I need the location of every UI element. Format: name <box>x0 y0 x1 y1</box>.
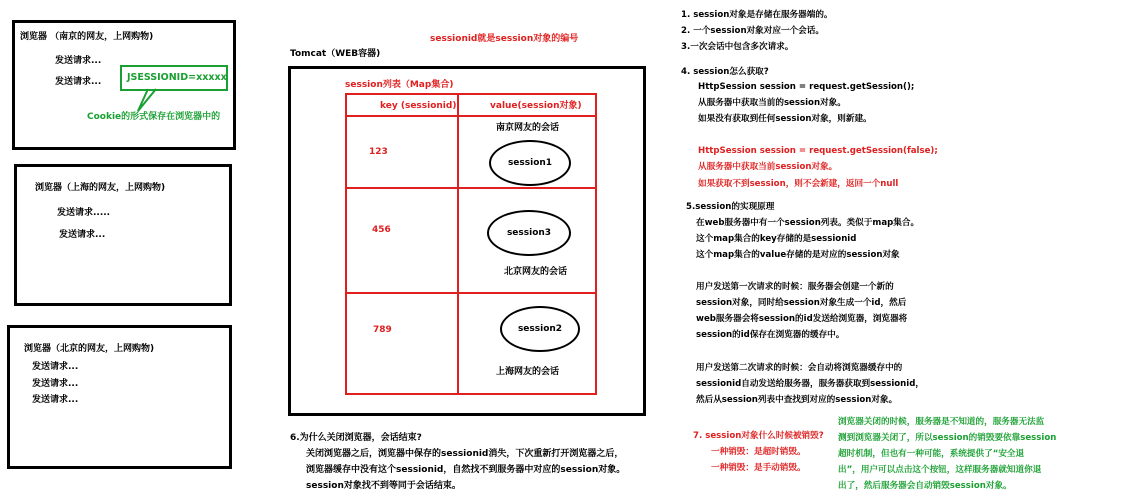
cookie-jsessionid: JSESSIONID=xxxxx <box>127 72 227 83</box>
note-7-g4: 出”，用户可以点击这个按钮，这样服务器就知道你退 <box>838 465 1042 475</box>
browser-beijing-req3: 发送请求... <box>32 395 79 405</box>
browser-shanghai-title: 浏览器（上海的网友，上网购物) <box>35 183 166 193</box>
note-7-g3: 超时机制，但也有一种可能，系统提供了“安全退 <box>838 449 1025 459</box>
browser-beijing-req1: 发送请求... <box>32 362 79 372</box>
note-5-c: 这个map集合的value存储的是对应的session对象 <box>696 250 900 260</box>
row2-key: 456 <box>372 225 391 235</box>
note-5-g: session的id保存在浏览器的缓存中。 <box>696 330 845 340</box>
table-row-divider-3 <box>345 292 597 294</box>
note-5-i: sessionid自动发送给服务器，服务器获取到sessionid， <box>696 379 924 389</box>
note-4: 4. session怎么获取? <box>681 67 769 77</box>
row1-label: 南京网友的会话 <box>496 123 560 133</box>
note-1: 1. session对象是存储在服务器端的。 <box>681 10 833 20</box>
session-table-title: session列表（Map集合) <box>345 80 454 90</box>
browser-shanghai-req2: 发送请求... <box>59 230 106 240</box>
row3-key: 789 <box>373 325 392 335</box>
row1-key: 123 <box>369 147 388 157</box>
note-5-e: session对象，同时给session对象生成一个id，然后 <box>696 298 907 308</box>
browser-nanjing-title: 浏览器 （南京的网友，上网购物) <box>20 32 154 42</box>
note-7-g5: 出了，然后服务器会自动销毁session对象。 <box>838 481 1012 491</box>
note-2: 2. 一个session对象对应一个会话。 <box>681 26 824 36</box>
browser-shanghai-box <box>14 164 232 306</box>
q6-line1: 关闭浏览器之后，浏览器中保存的sessionid消失，下次重新打开浏览器之后， <box>306 449 624 459</box>
row3-label: 上海网友的会话 <box>496 367 560 377</box>
note-7-g1: 浏览器关闭的时候，服务器是不知道的，服务器无法监 <box>838 417 1045 427</box>
note-4-code1-a: 从服务器中获取当前的session对象。 <box>698 98 846 108</box>
col-header-value: value(session对象) <box>490 101 582 111</box>
cookie-note: Cookie的形式保存在浏览器中的 <box>87 112 221 122</box>
row1-session-ellipse <box>489 140 571 186</box>
row3-session-ellipse <box>500 306 580 352</box>
row3-session: session2 <box>517 324 563 334</box>
row2-session: session3 <box>506 228 552 238</box>
browser-beijing-title: 浏览器（北京的网友，上网购物) <box>24 344 155 354</box>
q6-line2: 浏览器缓存中没有这个sessionid，自然找不到服务器中对应的session对象。 <box>306 465 626 475</box>
q6-line3: session对象找不到等同于会话结束。 <box>306 481 461 491</box>
note-7-g2: 测到浏览器关闭了，所以session的销毁要依靠session <box>838 433 1057 443</box>
note-7: 7. session对象什么时候被销毁? <box>693 431 824 441</box>
note-5-h: 用户发送第二次请求的时候：会自动将浏览器缓存中的 <box>696 363 903 373</box>
row1-session: session1 <box>507 158 553 168</box>
browser-beijing-req2: 发送请求... <box>32 379 79 389</box>
row2-session-ellipse <box>487 210 571 256</box>
note-3: 3.一次会话中包含多次请求。 <box>681 42 794 52</box>
note-4-code2-a: 从服务器中获取当前session对象。 <box>698 162 838 172</box>
table-row-divider-2 <box>345 187 597 189</box>
browser-nanjing-req1: 发送请求... <box>55 56 102 66</box>
tomcat-title: Tomcat（WEB容器) <box>290 49 381 59</box>
table-row-divider-1 <box>345 115 597 117</box>
row2-label: 北京网友的会话 <box>504 267 568 277</box>
note-5-b: 这个map集合的key存储的是sessionid <box>696 234 857 244</box>
note-4-code2-b: 如果获取不到session，则不会新建，返回一个null <box>698 179 899 189</box>
note-4-code1: HttpSession session = request.getSession(); <box>698 82 915 92</box>
browser-nanjing-req2: 发送请求... <box>55 77 102 87</box>
note-5-f: web服务器会将session的id发送给浏览器，浏览器将 <box>696 314 908 324</box>
note-7-a: 一种销毁：是超时销毁。 <box>711 447 806 457</box>
note-7-b: 一种销毁：是手动销毁。 <box>711 463 806 473</box>
note-4-code1-b: 如果没有获取到任何session对象，则新建。 <box>698 114 872 124</box>
note-5-d: 用户发送第一次请求的时候：服务器会创建一个新的 <box>696 282 894 292</box>
sessionid-note: sessionid就是session对象的编号 <box>430 34 579 44</box>
note-4-code2: HttpSession session = request.getSession(false); <box>698 146 938 156</box>
note-5-a: 在web服务器中有一个session列表。类似于map集合。 <box>696 218 920 228</box>
browser-shanghai-req1: 发送请求..... <box>57 208 111 218</box>
table-col-divider <box>457 93 459 395</box>
browser-beijing-box <box>7 325 232 469</box>
cookie-callout-lines <box>0 0 300 140</box>
note-5-j: 然后从session列表中查找到对应的session对象。 <box>696 395 898 405</box>
q6-title: 6.为什么关闭浏览器，会话结束? <box>290 433 422 443</box>
note-5: 5.session的实现原理 <box>686 202 775 212</box>
col-header-key: key (sessionid) <box>380 101 457 111</box>
